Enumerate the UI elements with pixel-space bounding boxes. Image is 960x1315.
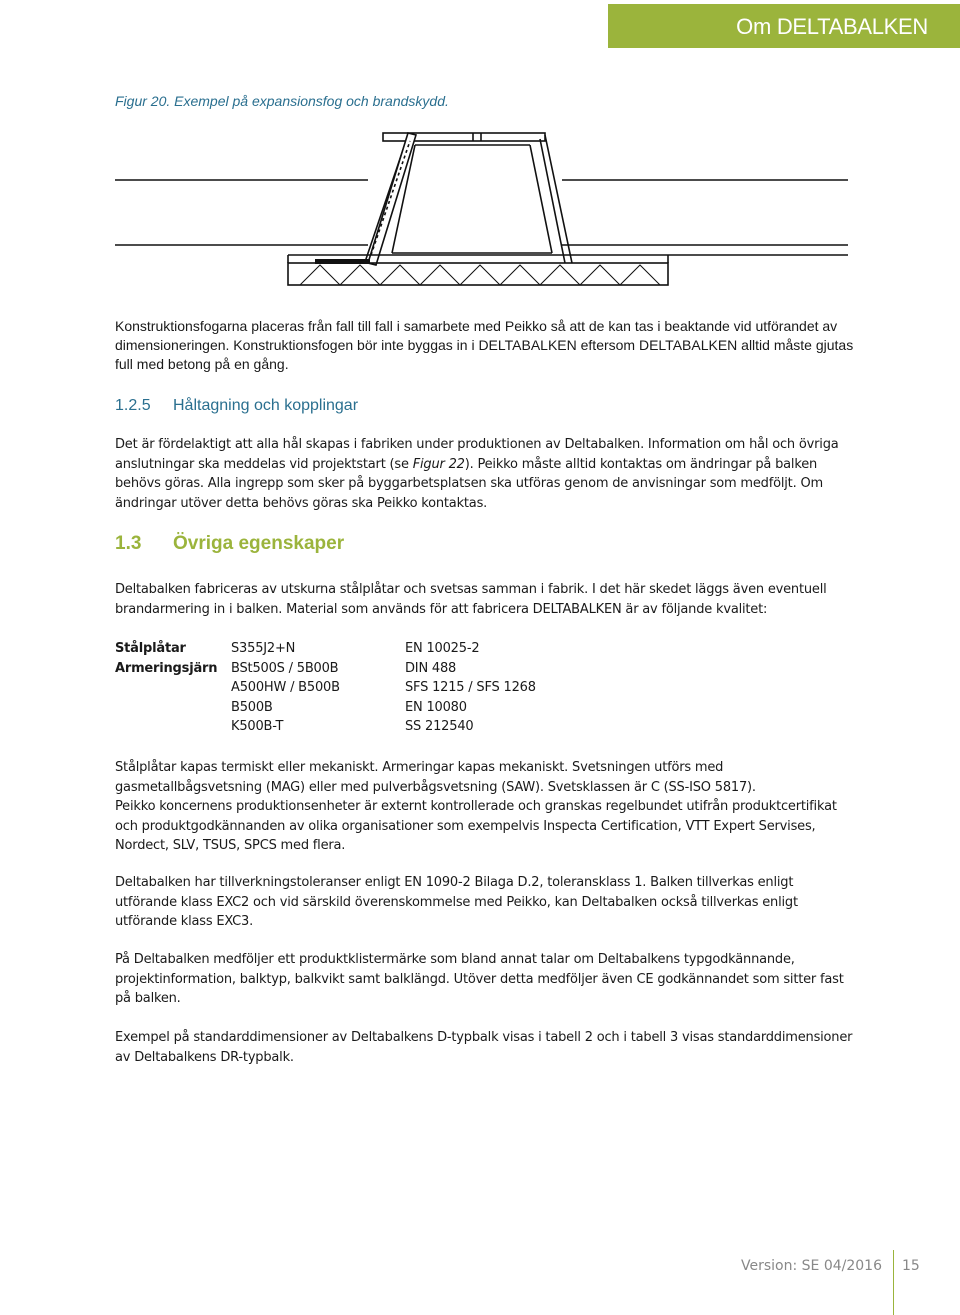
welding-paragraph [115, 758, 855, 856]
section-title: Övriga egenskaper [173, 533, 345, 554]
version-label: Version: SE 04/2016 [741, 1258, 882, 1274]
footer-divider [893, 1250, 894, 1315]
tolerance-paragraph: Deltabalken har tillverkningstoleranser enligt EN 1090-2 Bilaga D.2, toleransklass 1. Balken tillverkas enligt utförande klass EXC2 och vid särskild överenskommelse med Peikko, kan Deltabalken också tillverkas enligt utförande klass EXC3. [115, 875, 798, 929]
material-grade: A500HW / B500B [231, 680, 340, 695]
page-footer [0, 1250, 960, 1315]
section-heading-1-2-5 [115, 397, 358, 415]
material-standard: EN 10080 [405, 699, 467, 715]
material-standard: SFS 1215 / SFS 1268 [405, 680, 536, 695]
expansion-joint-drawing [110, 125, 850, 295]
materials-intro-paragraph: Deltabalken fabriceras av utskurna stålplåtar och svetsas samman i fabrik. I det här skedet läggs även eventuell brandarmering in i balken. Material som används för att fabricera DELTABALKEN är av följande kvalitet: [115, 582, 827, 617]
figure-reference: Figur 22 [412, 456, 465, 472]
material-standard: DIN 488 [405, 660, 457, 676]
page-number: 15 [902, 1258, 920, 1274]
material-grade: B500B [231, 699, 273, 715]
holes-paragraph-end: ). Peikko måste alltid kontaktas om ändringar på balken behövs göras. Alla ingrepp som sker på byggarbetsplatsen ska utföras genom de anvisningar som medföljt. Om ändringar utöver detta behövs göras ska Peikko kontaktas. [115, 456, 823, 511]
section-header-tab [608, 4, 960, 48]
intro-paragraph: Konstruktionsfogarna placeras från fall till fall i samarbete med Peikko så att de kan tas i beaktande vid utförandet av dimensioneringen. Konstruktionsfogen bör inte byggas in i DELTABALKEN eftersom DELTABALKEN alltid måste gjutas full med betong på en gång. [115, 318, 854, 372]
section-number: 1.3 [115, 533, 142, 554]
welding-text: Stålplåtar kapas termiskt eller mekaniskt. Armeringar kapas mekaniskt. Svetsningen utförs med gasmetallbågsvetsning (MAG) eller med pulverbågsvetsning (SAW). Svetsklassen är C (SS-ISO 5817). [115, 760, 756, 795]
material-standard: EN 10025-2 [405, 641, 480, 656]
holes-paragraph [115, 435, 855, 513]
sticker-paragraph: På Deltabalken medföljer ett produktklistermärke som bland annat talar om Deltabalkens typgodkännande, projektinformation, balktyp, balkvikt samt balklängd. Utöver detta medföljer även CE godkännandet som sitter fast på balken. [115, 952, 844, 1006]
material-standard: SS 212540 [405, 719, 474, 734]
examples-paragraph: Exempel på standarddimensioner av Deltabalkens D-typbalk visas i tabell 2 och i tabell 3 visas standarddimensioner av Deltabalkens DR-typbalk. [115, 1030, 853, 1065]
section-header-title: Om DELTABALKEN [736, 14, 928, 39]
material-grade: BSt500S / 5B00B [231, 660, 339, 676]
holes-paragraph-start: Det är fördelaktigt att alla hål skapas i fabriken under produktionen av Deltabalken. Information om hål och övriga anslutningar ska meddelas vid projektstart (se [115, 437, 839, 472]
material-label: Armeringsjärn [115, 660, 218, 676]
material-grade: S355J2+N [231, 641, 296, 656]
figure-caption: Figur 20. Exempel på expansionsfog och brandskydd. [115, 93, 449, 109]
material-label: Stålplåtar [115, 641, 186, 656]
section-title: Håltagning och kopplingar [173, 397, 359, 414]
certification-text: Peikko koncernens produktionsenheter är externt kontrollerade och granskas regelbundet utifrån produktcertifikat och produktgodkännanden av olika organisationer som exempelvis Inspecta Certification, VTT Expert Servises, Nordect, SLV, TSUS, SPCS med flera. [115, 799, 837, 853]
section-heading-1-3 [115, 533, 344, 555]
section-number: 1.2.5 [115, 397, 151, 414]
material-grade: K500B-T [231, 719, 284, 734]
